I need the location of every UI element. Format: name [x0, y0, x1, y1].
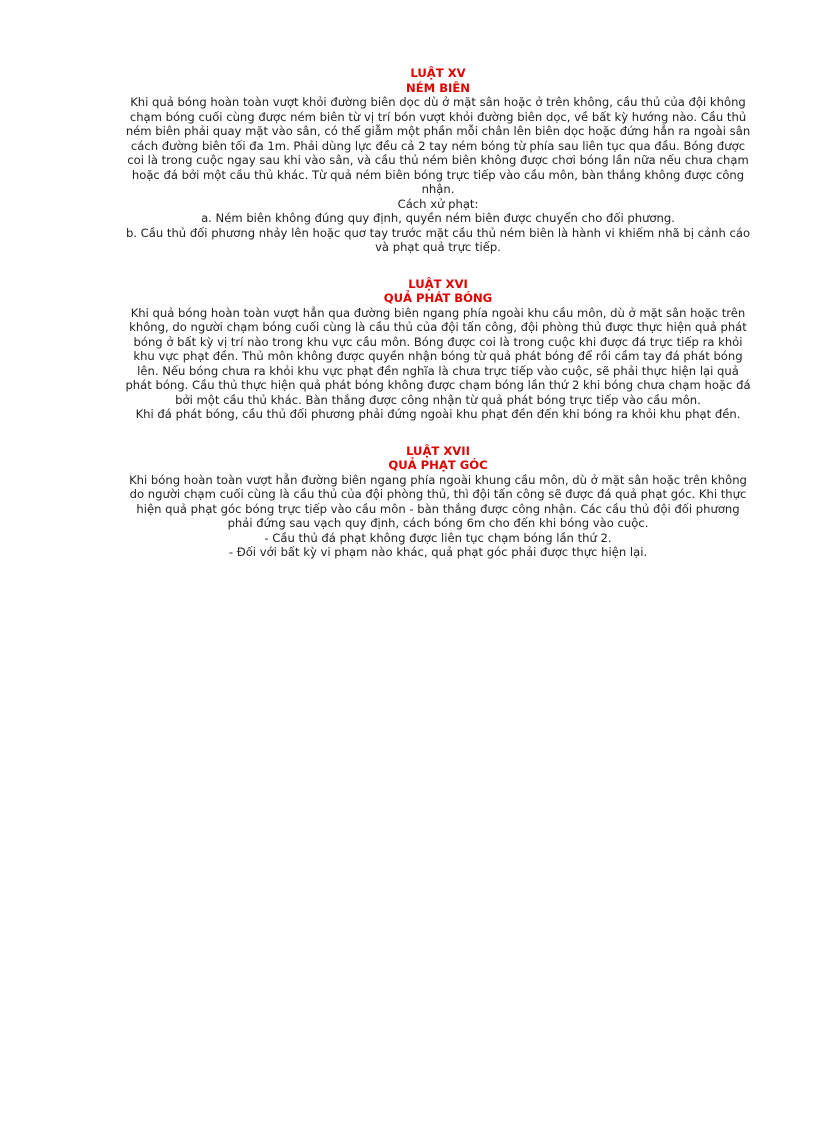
penalty-item-a: a. Ném biên không đúng quy định, quyền ném biên được chuyển cho đối phương. [201, 211, 675, 225]
paragraph: Khi đá phát bóng, cầu thủ đối phương phải đứng ngoài khu phạt đền đến khi bóng ra khỏi khu phạt đền. [135, 407, 741, 421]
penalty-label: Cách xử phạt: [397, 196, 479, 211]
paragraph: Khi bóng hoàn toàn vượt hẳn đường biên ngang phía ngoài khung cầu môn, dù ở mặt sân hoặc trên không do người chạm cuối cùng là cầu thủ của đội phòng thủ, thì đội tấn công sẽ được đá quả phạt góc. Khi thực hiện quả phạt góc bóng trực tiếp vào cầu môn - bàn thắng được công nhận. Các cầu thủ đội đối phương phải đứng sau vạch quy định, cách bóng 6m cho đến khi bóng vào cuộc. [129, 472, 747, 530]
paragraph: Khi quả bóng hoàn toàn vượt hẳn qua đường biên ngang phía ngoài khu cầu môn, dù ở mặt sân hoặc trên không, do người chạm bóng cuối cùng là cầu thủ của đội tấn công, đội phòng thủ được thực hiện quả phát bóng ở bất kỳ vị trí nào trong khu vực cầu môn. Bóng được coi là trong cuộc khi được đá trực tiếp ra khỏi khu vực phạt đền. Thủ môn không được quyền nhận bóng từ quả phát bóng để rồi cầm tay đá phát bóng lên. Nếu bóng chưa ra khỏi khu vực phạt đền nghĩa là chưa trực tiếp vào cuộc, sẽ phải thực hiện lại quả phát bóng. Cầu thủ thực hiện quả phát bóng không được chạm bóng lần thứ 2 khi bóng chưa chạm hoặc đá bởi một cầu thủ khác. Bàn thắng được công nhận từ quả phát bóng trực tiếp vào cầu môn. [125, 305, 751, 407]
law-title-heading: QUẢ PHÁT BÓNG [383, 291, 493, 305]
law-16-section [124, 277, 752, 422]
law-number-heading: LUẬT XV [410, 66, 466, 80]
law-title-heading: QUẢ PHẠT GÓC [388, 458, 488, 472]
paragraph: Khi quả bóng hoàn toàn vượt khỏi đường biên dọc dù ở mặt sân hoặc ở trên không, cầu thủ của đội không chạm bóng cuối cùng được ném biên từ vị trí bón vượt khỏi đường biên dọc, về bất kỳ hướng nào. Cầu thủ ném biên phải quay mặt vào sân, có thể giẫm một phần mỗi chân lên biên dọc hoặc đứng hẳn ra ngoài sân cách đường biên tối đa 1m. Phải dùng lực đều cả 2 tay ném bóng từ phía sau liên tục qua đầu. Bóng được coi là trong cuộc ngay sau khi vào sân, và cầu thủ ném biên không được chơi bóng lần nữa nếu chưa chạm hoặc đá bởi một cầu thủ khác. Từ quả ném biên bóng trực tiếp vào cầu môn, bàn thắng không được công nhận. [125, 95, 751, 196]
penalty-item-b: b. Cầu thủ đối phương nhảy lên hoặc quơ tay trước mặt cầu thủ ném biên là hành vi khiếm nhã bị cảnh cáo và phạt quả trực tiếp. [125, 225, 751, 254]
law-title-heading: NÉM BIÊN [406, 80, 470, 95]
law-number-heading: LUẬT XVII [406, 443, 470, 458]
list-item: - Cầu thủ đá phạt không được liên tục chạm bóng lần thứ 2. [264, 530, 612, 545]
list-item: - Đối với bất kỳ vi phạm nào khác, quả phạt góc phải được thực hiện lại. [228, 545, 648, 559]
document-page [124, 66, 752, 582]
law-17-section [124, 444, 752, 560]
law-number-heading: LUẬT XVI [408, 276, 468, 291]
law-15-section [124, 66, 752, 255]
